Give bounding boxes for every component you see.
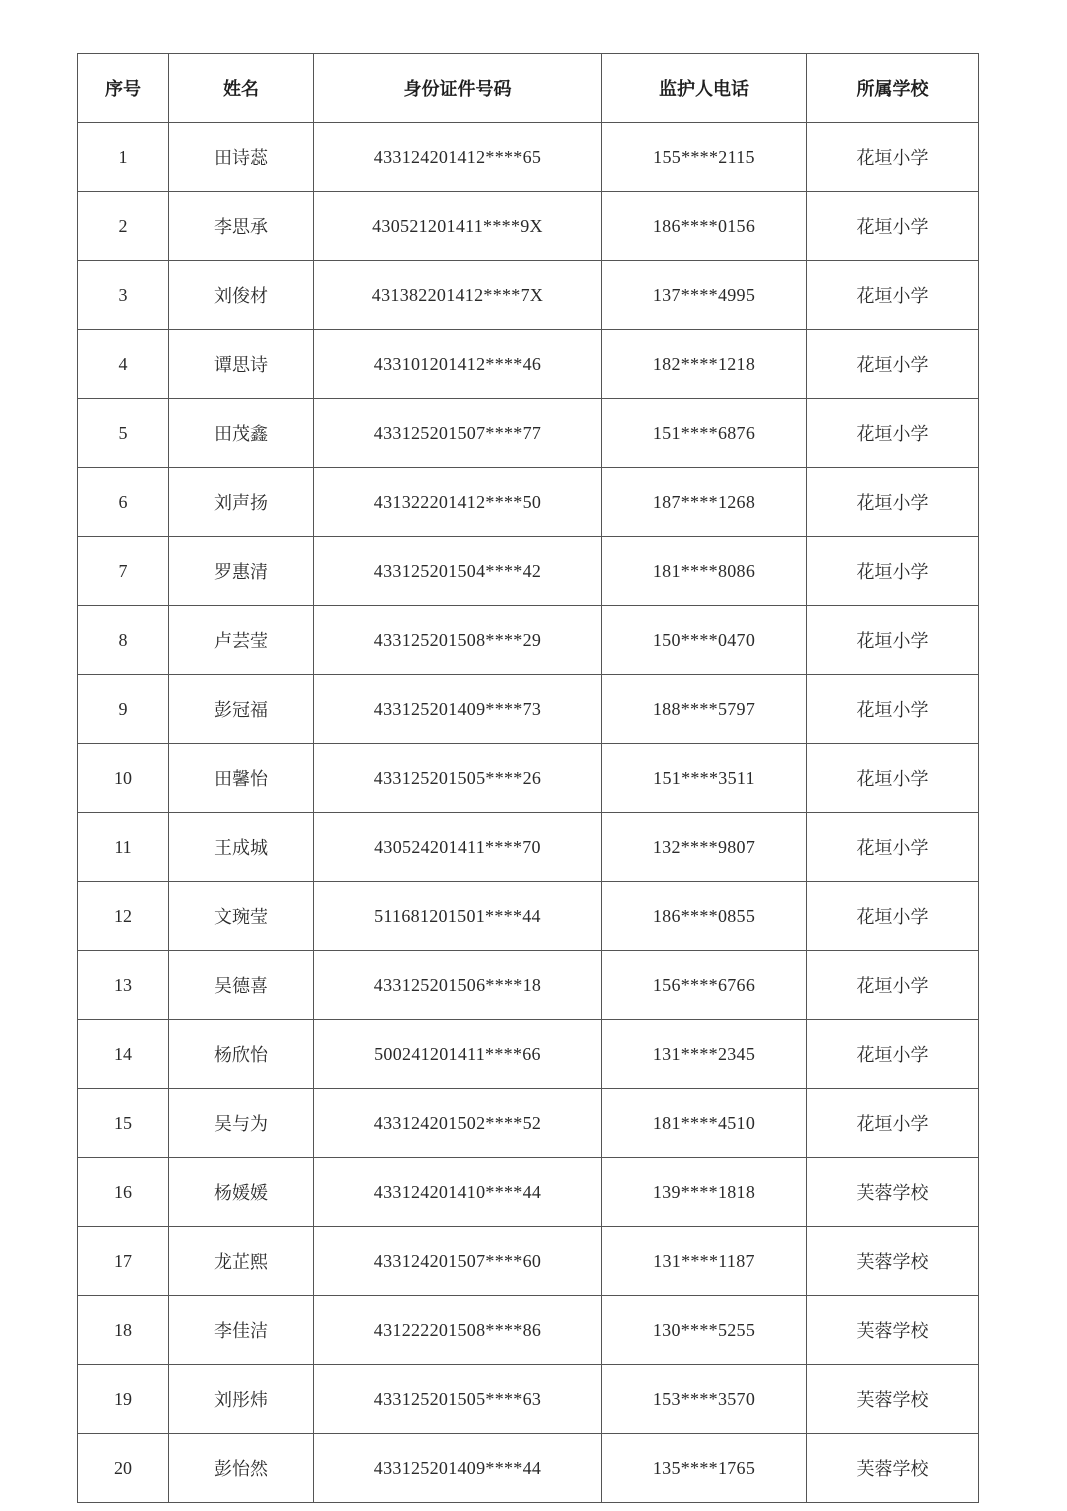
cell-seq: 17 bbox=[78, 1227, 169, 1296]
header-school: 所属学校 bbox=[807, 54, 979, 123]
header-seq: 序号 bbox=[78, 54, 169, 123]
cell-guardian-phone: 181****4510 bbox=[602, 1089, 807, 1158]
table-row bbox=[78, 330, 979, 399]
cell-school: 芙蓉学校 bbox=[807, 1227, 979, 1296]
cell-id-number: 433125201505****26 bbox=[314, 744, 602, 813]
cell-seq: 9 bbox=[78, 675, 169, 744]
cell-seq: 4 bbox=[78, 330, 169, 399]
table-row bbox=[78, 1365, 979, 1434]
table-row bbox=[78, 399, 979, 468]
header-id-number: 身份证件号码 bbox=[314, 54, 602, 123]
cell-id-number: 431382201412****7X bbox=[314, 261, 602, 330]
cell-seq: 5 bbox=[78, 399, 169, 468]
cell-seq: 6 bbox=[78, 468, 169, 537]
cell-school: 花垣小学 bbox=[807, 261, 979, 330]
cell-school: 花垣小学 bbox=[807, 537, 979, 606]
cell-guardian-phone: 187****1268 bbox=[602, 468, 807, 537]
cell-seq: 15 bbox=[78, 1089, 169, 1158]
cell-seq: 8 bbox=[78, 606, 169, 675]
cell-seq: 11 bbox=[78, 813, 169, 882]
table-row bbox=[78, 1296, 979, 1365]
cell-seq: 20 bbox=[78, 1434, 169, 1503]
cell-id-number: 433124201412****65 bbox=[314, 123, 602, 192]
cell-name: 刘俊材 bbox=[169, 261, 314, 330]
cell-guardian-phone: 155****2115 bbox=[602, 123, 807, 192]
cell-name: 文琬莹 bbox=[169, 882, 314, 951]
table-row bbox=[78, 468, 979, 537]
cell-id-number: 500241201411****66 bbox=[314, 1020, 602, 1089]
cell-guardian-phone: 130****5255 bbox=[602, 1296, 807, 1365]
cell-name: 李思承 bbox=[169, 192, 314, 261]
cell-school: 花垣小学 bbox=[807, 744, 979, 813]
cell-name: 卢芸莹 bbox=[169, 606, 314, 675]
table-row bbox=[78, 261, 979, 330]
cell-seq: 10 bbox=[78, 744, 169, 813]
cell-name: 田茂鑫 bbox=[169, 399, 314, 468]
table-row bbox=[78, 951, 979, 1020]
cell-seq: 1 bbox=[78, 123, 169, 192]
cell-school: 花垣小学 bbox=[807, 1020, 979, 1089]
cell-seq: 12 bbox=[78, 882, 169, 951]
cell-guardian-phone: 181****8086 bbox=[602, 537, 807, 606]
cell-school: 芙蓉学校 bbox=[807, 1158, 979, 1227]
cell-school: 花垣小学 bbox=[807, 951, 979, 1020]
student-roster-sheet bbox=[77, 53, 978, 1503]
table-row bbox=[78, 192, 979, 261]
cell-id-number: 431222201508****86 bbox=[314, 1296, 602, 1365]
cell-school: 芙蓉学校 bbox=[807, 1434, 979, 1503]
header-name: 姓名 bbox=[169, 54, 314, 123]
cell-id-number: 431322201412****50 bbox=[314, 468, 602, 537]
cell-name: 田馨怡 bbox=[169, 744, 314, 813]
cell-id-number: 433125201409****73 bbox=[314, 675, 602, 744]
cell-guardian-phone: 151****6876 bbox=[602, 399, 807, 468]
table-row bbox=[78, 813, 979, 882]
cell-school: 花垣小学 bbox=[807, 330, 979, 399]
table-row bbox=[78, 1089, 979, 1158]
cell-name: 李佳洁 bbox=[169, 1296, 314, 1365]
cell-guardian-phone: 132****9807 bbox=[602, 813, 807, 882]
cell-id-number: 433125201409****44 bbox=[314, 1434, 602, 1503]
cell-seq: 18 bbox=[78, 1296, 169, 1365]
cell-guardian-phone: 150****0470 bbox=[602, 606, 807, 675]
table-header-row bbox=[78, 54, 979, 123]
cell-id-number: 430524201411****70 bbox=[314, 813, 602, 882]
cell-seq: 3 bbox=[78, 261, 169, 330]
cell-guardian-phone: 137****4995 bbox=[602, 261, 807, 330]
cell-seq: 16 bbox=[78, 1158, 169, 1227]
table-row bbox=[78, 1227, 979, 1296]
cell-guardian-phone: 131****1187 bbox=[602, 1227, 807, 1296]
table-row bbox=[78, 1158, 979, 1227]
cell-seq: 13 bbox=[78, 951, 169, 1020]
cell-name: 刘彤炜 bbox=[169, 1365, 314, 1434]
student-roster-table bbox=[77, 53, 979, 1503]
cell-name: 杨欣怡 bbox=[169, 1020, 314, 1089]
table-body bbox=[78, 123, 979, 1503]
cell-id-number: 511681201501****44 bbox=[314, 882, 602, 951]
cell-school: 花垣小学 bbox=[807, 675, 979, 744]
cell-id-number: 433124201507****60 bbox=[314, 1227, 602, 1296]
cell-guardian-phone: 151****3511 bbox=[602, 744, 807, 813]
cell-school: 花垣小学 bbox=[807, 1089, 979, 1158]
cell-seq: 7 bbox=[78, 537, 169, 606]
cell-guardian-phone: 131****2345 bbox=[602, 1020, 807, 1089]
cell-name: 吴与为 bbox=[169, 1089, 314, 1158]
cell-name: 龙芷熙 bbox=[169, 1227, 314, 1296]
cell-school: 芙蓉学校 bbox=[807, 1365, 979, 1434]
cell-guardian-phone: 186****0156 bbox=[602, 192, 807, 261]
cell-school: 花垣小学 bbox=[807, 468, 979, 537]
cell-school: 花垣小学 bbox=[807, 882, 979, 951]
table-row bbox=[78, 606, 979, 675]
cell-guardian-phone: 182****1218 bbox=[602, 330, 807, 399]
cell-name: 罗惠清 bbox=[169, 537, 314, 606]
cell-name: 刘声扬 bbox=[169, 468, 314, 537]
cell-seq: 19 bbox=[78, 1365, 169, 1434]
cell-guardian-phone: 156****6766 bbox=[602, 951, 807, 1020]
cell-seq: 2 bbox=[78, 192, 169, 261]
table-row bbox=[78, 744, 979, 813]
table-row bbox=[78, 1020, 979, 1089]
cell-id-number: 433124201410****44 bbox=[314, 1158, 602, 1227]
cell-guardian-phone: 135****1765 bbox=[602, 1434, 807, 1503]
table-row bbox=[78, 675, 979, 744]
cell-id-number: 430521201411****9X bbox=[314, 192, 602, 261]
cell-guardian-phone: 153****3570 bbox=[602, 1365, 807, 1434]
header-guardian-phone: 监护人电话 bbox=[602, 54, 807, 123]
cell-school: 花垣小学 bbox=[807, 813, 979, 882]
cell-id-number: 433125201505****63 bbox=[314, 1365, 602, 1434]
cell-id-number: 433125201507****77 bbox=[314, 399, 602, 468]
table-row bbox=[78, 537, 979, 606]
cell-school: 花垣小学 bbox=[807, 606, 979, 675]
cell-name: 杨媛媛 bbox=[169, 1158, 314, 1227]
cell-name: 彭怡然 bbox=[169, 1434, 314, 1503]
cell-school: 花垣小学 bbox=[807, 192, 979, 261]
cell-guardian-phone: 188****5797 bbox=[602, 675, 807, 744]
cell-name: 谭思诗 bbox=[169, 330, 314, 399]
cell-name: 彭冠福 bbox=[169, 675, 314, 744]
cell-id-number: 433125201504****42 bbox=[314, 537, 602, 606]
table-row bbox=[78, 1434, 979, 1503]
cell-guardian-phone: 139****1818 bbox=[602, 1158, 807, 1227]
cell-name: 王成城 bbox=[169, 813, 314, 882]
cell-school: 芙蓉学校 bbox=[807, 1296, 979, 1365]
cell-seq: 14 bbox=[78, 1020, 169, 1089]
cell-id-number: 433124201502****52 bbox=[314, 1089, 602, 1158]
cell-id-number: 433125201506****18 bbox=[314, 951, 602, 1020]
cell-school: 花垣小学 bbox=[807, 399, 979, 468]
cell-id-number: 433101201412****46 bbox=[314, 330, 602, 399]
cell-name: 田诗蕊 bbox=[169, 123, 314, 192]
table-row bbox=[78, 123, 979, 192]
cell-name: 吴德喜 bbox=[169, 951, 314, 1020]
table-row bbox=[78, 882, 979, 951]
cell-guardian-phone: 186****0855 bbox=[602, 882, 807, 951]
cell-school: 花垣小学 bbox=[807, 123, 979, 192]
cell-id-number: 433125201508****29 bbox=[314, 606, 602, 675]
